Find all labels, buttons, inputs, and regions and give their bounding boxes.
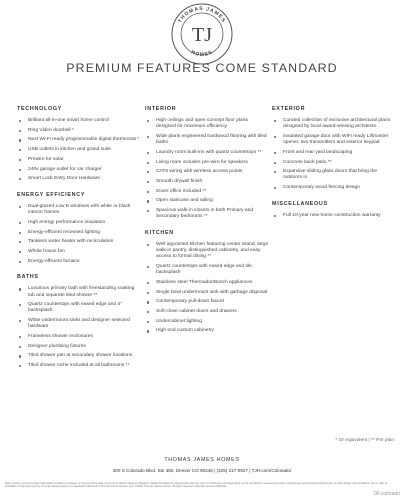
column-middle [145, 106, 269, 338]
list-item: Living room includes pre-wire for speakers [145, 160, 269, 166]
list-item: High end custom cabinetry [145, 328, 269, 334]
thomas-james-homes-logo [170, 2, 234, 66]
logo-top-text: THOMAS JAMES [177, 5, 227, 25]
list-item: Expansive sliding glass doors that bring the outdoors in [272, 169, 396, 181]
list-item: Concrete back patio ** [272, 160, 396, 166]
list-item: High energy performance insulation [17, 220, 141, 226]
list-item: Quartz countertops with eased edge and 4" backsplash [17, 302, 141, 314]
list-item: Whole house fan [17, 249, 141, 255]
footnote-legend: * Or equivalent | ** Per plan [335, 438, 394, 443]
interior-heading: INTERIOR [145, 106, 177, 112]
list-item: Stainless steel Thermador/Bosch appliances [145, 280, 269, 286]
list-item: Luxurious primary bath with freestanding soaking tub and separate tiled shower ** [17, 286, 141, 298]
exterior-list [272, 118, 396, 191]
list-item: Front and rear yard landscaping [272, 150, 396, 156]
list-item: Tankless water heater with recirculation [17, 239, 141, 245]
list-item: Insulated garage door with WiFi ready Liftmaster opener, two transmitters and exterior keypad [272, 134, 396, 146]
list-item: Designer plumbing fixtures [17, 344, 141, 350]
list-item: Soft-close cabinet doors and drawers [145, 309, 269, 315]
list-item: Smooth drywall finish [145, 179, 269, 185]
svg-text:THOMAS JAMES [177, 6, 227, 24]
kitchen-list [145, 242, 269, 335]
list-item: Prewire for solar [17, 157, 141, 163]
list-item: Full 10-year new home construction warranty [272, 213, 396, 219]
list-item: Brilliant all-in-one smart home control [17, 118, 141, 124]
miscellaneous-heading: MISCELLANEOUS [272, 200, 328, 207]
list-item: Quartz countertops with eased edge and tile backsplash [145, 264, 269, 276]
footer-company-name: THOMAS JAMES HOMES [164, 457, 240, 463]
list-item: Energy-efficient recessed lighting [17, 230, 141, 236]
list-item: White undermount sinks and designer selected hardware [17, 318, 141, 330]
list-item: CAT6 wiring with wireless access points [145, 169, 269, 175]
page-title: PREMIUM FEATURES COME STANDARD [66, 61, 338, 75]
list-item: 240v garage outlet for car charger [17, 167, 141, 173]
legal-disclaimer: Plans, pricing, and community information is subject to change, at homes prior to sale, at any time without notice or obligation. Square footages are approximate and may vary in construction and depending on the standard of measurement used, engineering and municipal requirements, or other design-only conditions. Not an offer of solicitation to sell real property. Thomas James Homes is a registered trademark of Thomas James Homes, LLC. ©2023. Thomas James Homes. All rights reserved. Colorado License #ABC123. [5, 482, 388, 489]
svg-text:HOMES [190, 49, 214, 58]
logo-monogram: TJ [192, 24, 212, 46]
list-item: High ceilings and open concept floor plans designed for maximum efficiency [145, 118, 269, 130]
column-right [272, 106, 396, 223]
list-item: Open staircase and railing [145, 198, 269, 204]
list-item: Well appointed kitchen featuring center island, large walk-in pantry, distinguished cabinetry, and easy access to formal dining ** [145, 242, 269, 261]
list-item: Nest Wi-Fi ready programmable digital thermostat * [17, 137, 141, 143]
list-item: Tiled shower pan at secondary shower locations [17, 353, 141, 359]
list-item: Laundry room built-ins with quartz countertops ** [145, 150, 269, 156]
list-item: Contemporary wood fencing design [272, 185, 396, 191]
technology-heading: TECHNOLOGY [17, 106, 63, 112]
list-item: Contemporary pull-down faucet [145, 299, 269, 305]
list-item: USB outlets in kitchen and grand suite [17, 147, 141, 153]
baths-list [17, 286, 141, 369]
technology-list [17, 118, 141, 182]
energy-efficiency-list [17, 204, 141, 265]
logo-seal-icon [170, 2, 234, 66]
footer-address: 400 S Colorado Blvd. Ste 360, Denver CO 80246 | (425) 217-0527 | TJH.com/Colorado/ [112, 468, 292, 473]
list-item: Smart Lock Entry Door Hardware [17, 176, 141, 182]
list-item: Undercabinet lighting [145, 319, 269, 325]
corner-watermark: DF.colorado [373, 491, 400, 497]
list-item: Single bowl undermount sink with garbage disposal [145, 290, 269, 296]
logo-bottom-text: HOMES [189, 49, 215, 59]
column-left [17, 106, 141, 373]
list-item: Ring Video doorbell * [17, 128, 141, 134]
miscellaneous-list [272, 213, 396, 219]
list-item: Energy-efficient furnace [17, 259, 141, 265]
list-item: Wide plank engineered hardwood flooring with tiled baths [145, 134, 269, 146]
kitchen-heading: KITCHEN [145, 229, 174, 236]
list-item: Zoom office included ** [145, 189, 269, 195]
list-item: Dual-glazed Low E windows with white or black interior frames [17, 204, 141, 216]
list-item: Frameless shower enclosures [17, 334, 141, 340]
list-item: Spacious walk-in closets in both Primary and Secondary bedrooms ** [145, 208, 269, 220]
exterior-heading: EXTERIOR [272, 106, 306, 112]
list-item: Tiled shower niche included at all bathrooms ** [17, 363, 141, 369]
energy-efficiency-heading: ENERGY EFFICIENCY [17, 191, 86, 198]
baths-heading: BATHS [17, 274, 39, 281]
interior-list [145, 118, 269, 220]
list-item: Curated collection of exclusive architectural plans designed by local award-winning architects. [272, 118, 396, 130]
